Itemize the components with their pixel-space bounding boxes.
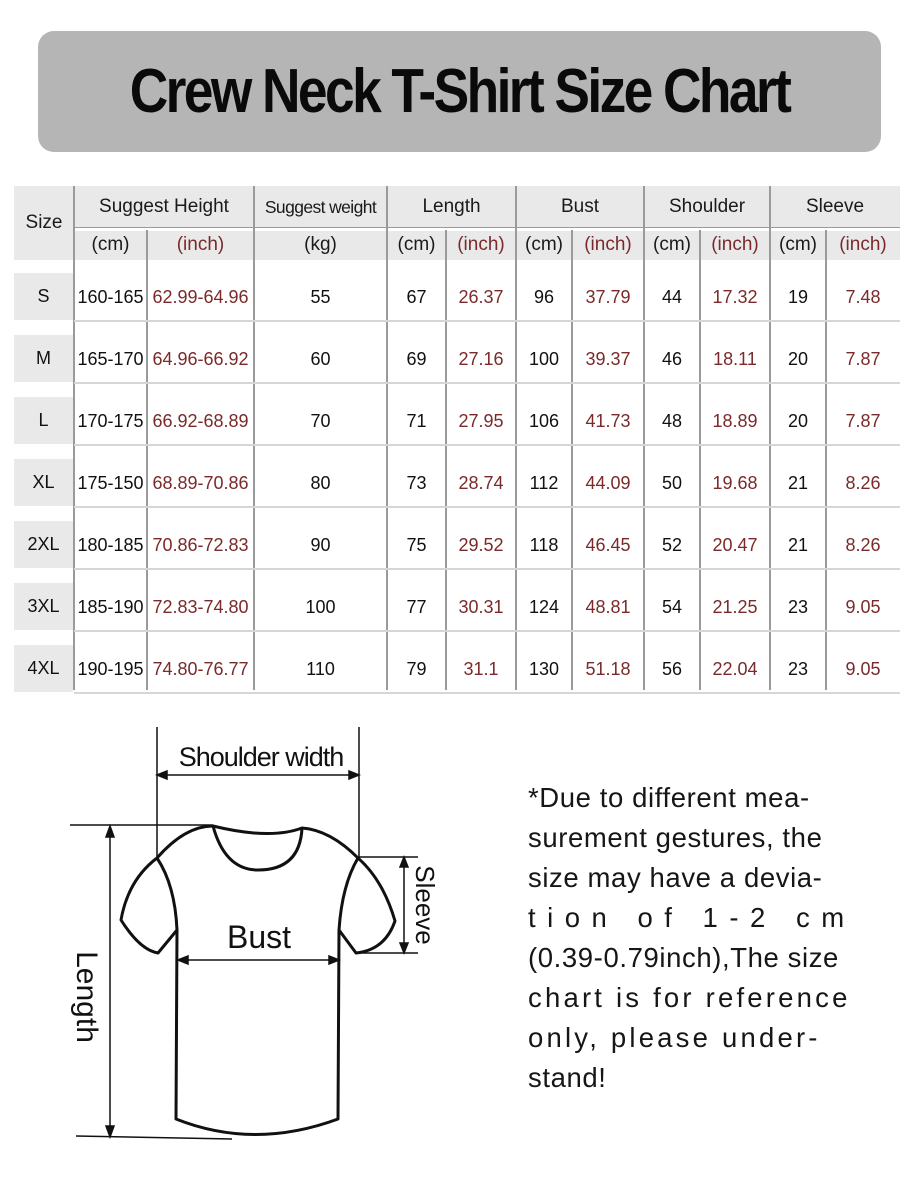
row-divider xyxy=(74,568,900,570)
unit-header: (kg) xyxy=(304,234,337,255)
size-label: 3XL xyxy=(14,583,73,630)
table-cell: 46.45 xyxy=(585,534,631,555)
row-divider xyxy=(74,506,900,508)
unit-header: (inch) xyxy=(176,234,225,255)
row-divider xyxy=(74,382,900,384)
table-cell: 75 xyxy=(406,534,427,555)
table-cell: 66.92-68.89 xyxy=(152,410,249,431)
size-table xyxy=(14,186,900,690)
unit-header: (cm) xyxy=(779,234,817,255)
table-cell: 73 xyxy=(406,472,427,493)
size-label: XL xyxy=(14,459,73,506)
table-cell: 70.86-72.83 xyxy=(152,534,249,555)
table-cell: 29.52 xyxy=(458,534,504,555)
table-cell: 48.81 xyxy=(585,596,631,617)
table-cell: 56 xyxy=(661,658,683,679)
unit-header: (inch) xyxy=(457,234,505,255)
table-cell: 55 xyxy=(310,286,331,307)
note-line: only, please under- xyxy=(528,1022,821,1053)
table-cell: 30.31 xyxy=(458,596,504,617)
table-cell: 71 xyxy=(406,410,427,431)
table-cell: 28.74 xyxy=(458,472,504,493)
table-cell: 124 xyxy=(528,596,560,617)
column-group-header: Bust xyxy=(560,196,600,217)
size-label: M xyxy=(14,335,73,382)
table-cell: 21.25 xyxy=(712,596,758,617)
unit-header: (inch) xyxy=(711,234,759,255)
bust-label: Bust xyxy=(226,919,292,955)
table-cell: 64.96-66.92 xyxy=(152,348,249,369)
table-cell: 19.68 xyxy=(712,472,758,493)
note-line: (0.39-0.79inch),The size xyxy=(528,942,839,973)
unit-header: (cm) xyxy=(397,234,436,255)
row-divider xyxy=(74,630,900,632)
table-cell: 44.09 xyxy=(585,472,631,493)
table-cell: 67 xyxy=(406,286,427,307)
table-cell: 26.37 xyxy=(458,286,504,307)
table-cell: 8.26 xyxy=(845,534,881,555)
table-cell: 31.1 xyxy=(463,658,499,679)
table-cell: 62.99-64.96 xyxy=(152,286,249,307)
unit-header: (inch) xyxy=(839,234,887,255)
note-line: chart is for reference xyxy=(528,982,851,1013)
table-cell: 72.83-74.80 xyxy=(152,596,249,617)
note-line: tion of 1-2 cm xyxy=(528,902,856,933)
table-cell: 106 xyxy=(528,410,560,431)
table-cell: 9.05 xyxy=(845,596,881,617)
table-cell: 165-170 xyxy=(77,348,144,369)
unit-header: (cm) xyxy=(653,234,691,255)
table-cell: 37.79 xyxy=(585,286,631,307)
table-cell: 52 xyxy=(661,534,683,555)
table-cell: 18.11 xyxy=(713,348,757,369)
table-cell: 79 xyxy=(406,658,427,679)
table-cell: 20.47 xyxy=(712,534,758,555)
table-cell: 180-185 xyxy=(77,534,144,555)
row-divider xyxy=(74,320,900,322)
table-cell: 7.87 xyxy=(845,348,881,369)
table-cell: 39.37 xyxy=(585,348,631,369)
table-cell: 9.05 xyxy=(845,658,881,679)
size-label: L xyxy=(14,397,73,444)
size-label: 2XL xyxy=(14,521,73,568)
table-cell: 50 xyxy=(661,472,683,493)
size-label: S xyxy=(14,273,73,320)
table-cell: 185-190 xyxy=(77,596,144,617)
table-cell: 74.80-76.77 xyxy=(152,658,249,679)
table-cell: 51.18 xyxy=(585,658,631,679)
table-cell: 90 xyxy=(310,534,331,555)
table-cell: 80 xyxy=(310,472,331,493)
column-group-header: Sleeve xyxy=(805,196,865,217)
table-cell: 60 xyxy=(310,348,331,369)
tshirt-outline-icon xyxy=(121,826,395,1135)
size-label: 4XL xyxy=(14,645,73,692)
unit-header: (cm) xyxy=(525,234,563,255)
table-cell: 46 xyxy=(661,348,683,369)
note-line: stand! xyxy=(528,1062,607,1093)
note-line: *Due to different mea- xyxy=(528,782,810,813)
shoulder-width-label: Shoulder width xyxy=(178,742,344,772)
table-cell: 48 xyxy=(661,410,683,431)
unit-header: (inch) xyxy=(584,234,632,255)
table-cell: 18.89 xyxy=(712,410,758,431)
page-title: Crew Neck T-Shirt Size Chart xyxy=(129,57,790,126)
table-cell: 27.95 xyxy=(458,410,504,431)
table-cell: 7.87 xyxy=(845,410,881,431)
table-cell: 23 xyxy=(787,596,809,617)
table-cell: 21 xyxy=(787,472,809,493)
table-cell: 21 xyxy=(787,534,809,555)
table-cell: 8.26 xyxy=(845,472,881,493)
table-cell: 112 xyxy=(529,472,559,493)
title-banner xyxy=(38,31,881,152)
table-cell: 96 xyxy=(533,286,555,307)
table-cell: 110 xyxy=(306,658,335,679)
table-cell: 7.48 xyxy=(845,286,881,307)
note-line: surement gestures, the xyxy=(528,822,823,853)
tshirt-measurement-diagram xyxy=(60,720,460,1160)
length-label: Length xyxy=(70,951,103,1043)
sleeve-label: Sleeve xyxy=(410,865,440,945)
table-cell: 44 xyxy=(661,286,683,307)
row-divider xyxy=(74,692,900,694)
table-cell: 175-150 xyxy=(77,472,144,493)
table-cell: 130 xyxy=(528,658,560,679)
row-divider xyxy=(74,444,900,446)
table-cell: 22.04 xyxy=(712,658,758,679)
column-group-header: Shoulder xyxy=(668,196,746,217)
column-group-header: Suggest Height xyxy=(99,196,229,217)
table-cell: 41.73 xyxy=(585,410,631,431)
table-cell: 19 xyxy=(787,286,809,307)
note-line: size may have a devia- xyxy=(528,862,823,893)
unit-header: (cm) xyxy=(91,234,130,255)
table-cell: 20 xyxy=(787,348,809,369)
table-cell: 23 xyxy=(787,658,809,679)
table-cell: 190-195 xyxy=(77,658,144,679)
table-cell: 17.32 xyxy=(712,286,758,307)
table-cell: 70 xyxy=(310,410,331,431)
measurement-note xyxy=(528,778,856,1098)
table-cell: 68.89-70.86 xyxy=(152,472,249,493)
table-cell: 170-175 xyxy=(77,410,144,431)
table-cell: 118 xyxy=(529,534,559,555)
table-cell: 160-165 xyxy=(77,286,144,307)
table-cell: 77 xyxy=(406,596,427,617)
table-cell: 27.16 xyxy=(458,348,504,369)
table-cell: 100 xyxy=(528,348,560,369)
table-cell: 69 xyxy=(406,348,427,369)
table-cell: 20 xyxy=(787,410,809,431)
column-group-header: Length xyxy=(422,196,481,217)
table-cell: 54 xyxy=(661,596,683,617)
table-cell: 100 xyxy=(305,596,336,617)
column-group-header: Suggest weight xyxy=(264,196,377,217)
size-column-header: Size xyxy=(25,212,63,233)
